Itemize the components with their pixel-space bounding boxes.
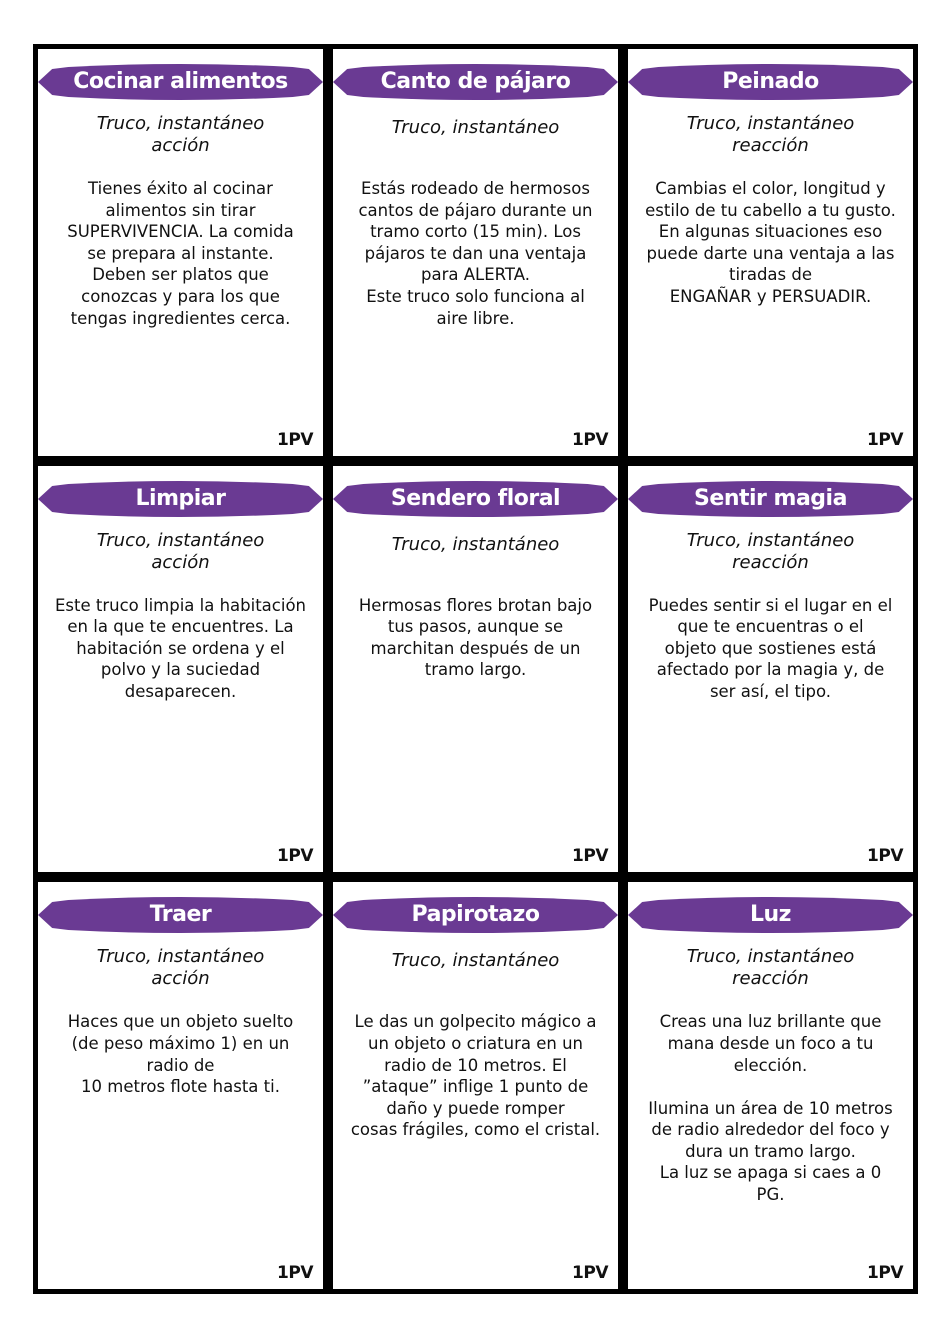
- card-timing: reacción: [732, 551, 809, 573]
- spell-card: [628, 882, 913, 1289]
- card-type: [343, 117, 608, 139]
- card-cost: 1PV: [572, 429, 608, 450]
- card-title: Canto de pájaro: [380, 69, 571, 94]
- spell-card: [38, 49, 323, 456]
- card-timing: acción: [151, 135, 210, 156]
- card-type: [48, 530, 313, 574]
- card-type: [48, 113, 313, 157]
- title-banner: [333, 59, 618, 105]
- title-banner: [628, 892, 913, 938]
- card-description: Haces que un objeto suelto (de peso máximo 1) en un radio de 10 metros flote hasta ti.: [67, 1012, 294, 1097]
- card-type: [638, 946, 903, 990]
- card-description: Creas una luz brillante que mana desde un foco a tu elección. Ilumina un área de 10 metros de radio alrededor del foco y dura un tramo largo. La luz se apaga si caes a 0 PG.: [648, 1012, 893, 1205]
- card-title: Sendero floral: [390, 485, 561, 511]
- card-cost: 1PV: [277, 1262, 313, 1283]
- card-type: [343, 534, 608, 556]
- card-description: Cambias el color, longitud y estilo de tu cabello a tu gusto. En algunas situaciones eso puede darte una ventaja a las tiradas de ENGAÑAR y PERSUADIR.: [645, 179, 896, 306]
- card-description: Le das un golpecito mágico a un objeto o criatura en un radio de 10 metros. El ”ataque” inflige 1 punto de daño y puede romper cosas frágiles, como el cristal.: [350, 1012, 601, 1140]
- card-title: Limpiar: [135, 485, 226, 511]
- card-type-line: Truco, instantáneo: [391, 950, 560, 972]
- card-description: Tienes éxito al cocinar alimentos sin tirar SUPERVIVENCIA. La comida se prepara al instante. Deben ser platos que conozcas y para los que tengas ingredientes cerca.: [67, 179, 294, 328]
- card-type: [343, 950, 608, 972]
- card-cost: 1PV: [867, 846, 903, 867]
- card-cost: 1PV: [277, 429, 313, 450]
- card-description: Este truco limpia la habitación en la que te encuentres. La habitación se ordena y el polvo y la suciedad desaparecen.: [54, 595, 307, 702]
- title-banner: [38, 59, 323, 105]
- card-title: Traer: [149, 902, 212, 928]
- spell-card: [333, 49, 618, 456]
- card-timing: acción: [151, 968, 210, 990]
- card-description: Estás rodeado de hermosos cantos de pájaro durante un tramo corto (15 min). Los pájaros te dan una ventaja para ALERTA. Este truco solo funciona al aire libre.: [358, 179, 593, 328]
- title-banner: [628, 476, 913, 522]
- card-type: [48, 946, 313, 990]
- card-cost: 1PV: [572, 1262, 608, 1283]
- card-cost: 1PV: [277, 846, 313, 867]
- title-banner: [628, 59, 913, 105]
- card-sheet: [33, 44, 918, 1294]
- card-description: Hermosas flores brotan bajo tus pasos, aunque se marchitan después de un tramo largo.: [358, 595, 593, 680]
- spell-card: [38, 882, 323, 1289]
- card-type-line: Truco, instantáneo: [391, 117, 560, 138]
- spell-card: [333, 882, 618, 1289]
- card-timing: acción: [151, 551, 210, 573]
- card-timing: reacción: [732, 968, 809, 990]
- card-title: Papirotazo: [411, 902, 540, 928]
- card-type-line: Truco, instantáneo: [96, 529, 265, 551]
- title-banner: [333, 476, 618, 522]
- card-type-line: Truco, instantáneo: [686, 529, 855, 551]
- card-cost: 1PV: [867, 429, 903, 450]
- spell-card: [628, 49, 913, 456]
- card-title: Cocinar alimentos: [73, 69, 288, 94]
- card-title: Luz: [750, 902, 791, 928]
- spell-card: [38, 466, 323, 873]
- title-banner: [38, 892, 323, 938]
- card-type-line: Truco, instantáneo: [686, 113, 855, 134]
- card-type: [638, 530, 903, 574]
- card-type-line: Truco, instantáneo: [686, 946, 855, 968]
- card-cost: 1PV: [572, 846, 608, 867]
- card-type-line: Truco, instantáneo: [391, 533, 560, 555]
- card-description: Puedes sentir si el lugar en el que te encuentras o el objeto que sostienes está afectado por la magia y, de ser así, el tipo.: [648, 595, 893, 702]
- card-type: [638, 113, 903, 157]
- card-cost: 1PV: [867, 1262, 903, 1283]
- title-banner: [38, 476, 323, 522]
- card-timing: reacción: [732, 135, 809, 156]
- card-type-line: Truco, instantáneo: [96, 113, 265, 134]
- spell-card: [628, 466, 913, 873]
- card-title: Sentir magia: [694, 485, 847, 511]
- title-banner: [333, 892, 618, 938]
- spell-card: [333, 466, 618, 873]
- card-type-line: Truco, instantáneo: [96, 946, 265, 968]
- card-title: Peinado: [722, 69, 819, 94]
